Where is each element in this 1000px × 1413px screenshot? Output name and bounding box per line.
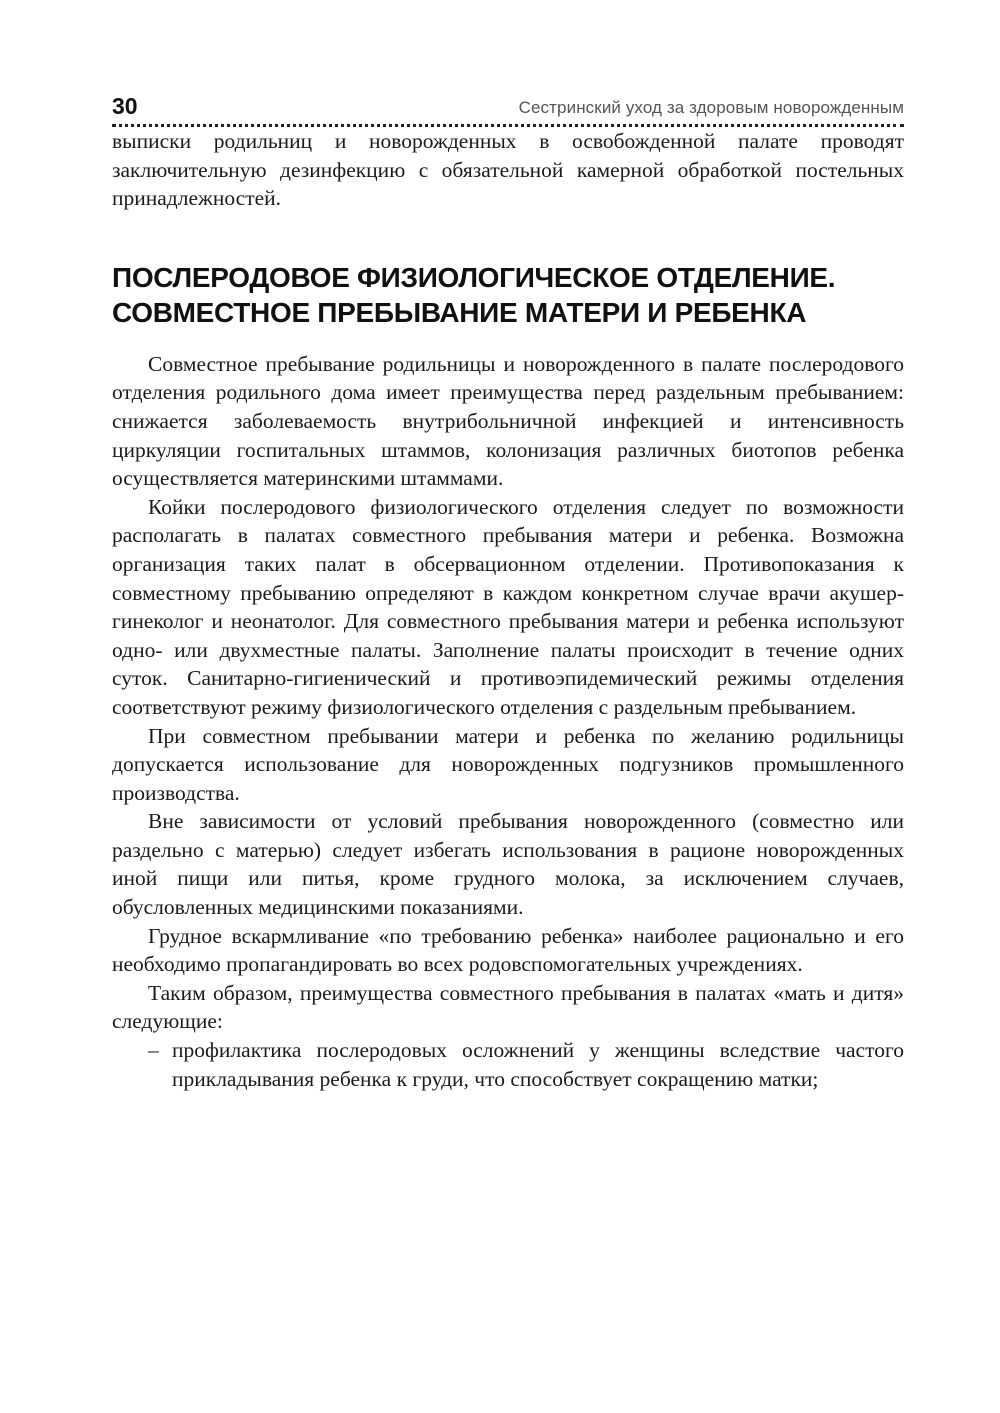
- list-item: [112, 1036, 904, 1093]
- lead-paragraph: выписки родильниц и новорожденных в освобожденной палате проводят заключительную дезинфекцию с обязательной камерной обработкой постельных принадлежностей.: [112, 129, 904, 211]
- running-title: Сестринский уход за здоровым новорожденным: [518, 98, 904, 117]
- paragraph-advantages-intro: Таким образом, преимущества совместного пребывания в палатах «мать и дитя» следующие:: [112, 980, 904, 1034]
- paragraph-diapers: При совместном пребывании матери и ребенка по желанию родильницы допускается использование для новорожденных подгузников промышленного производства.: [112, 723, 904, 805]
- paragraph-breastfeeding: Грудное вскармливание «по требованию ребенка» наиболее рационально и его необходимо пропагандировать во всех родовспомогательных учреждениях.: [112, 923, 904, 977]
- running-header: [112, 88, 904, 127]
- list-item-text: профилактика послеродовых осложнений у женщины вследствие частого прикладывания ребенка к груди, что способствует сокращению матки;: [172, 1038, 904, 1091]
- page-number: 30: [112, 93, 138, 119]
- book-page: [112, 88, 904, 1093]
- paragraph-feeding: Вне зависимости от условий пребывания новорожденного (совместно или раздельно с матерью) следует избегать использования в рационе новорожденных иной пищи или питья, кроме грудного молока, за исключением случаев, обусловленных медицинскими показаниями.: [112, 809, 904, 920]
- section-heading-line-1: ПОСЛЕРОДОВОЕ ФИЗИОЛОГИЧЕСКОЕ ОТДЕЛЕНИЕ.: [112, 261, 836, 293]
- advantages-list: [112, 1036, 904, 1093]
- paragraph-joint-stay-advantages: Совместное пребывание родильницы и новорожденного в палате послеродового отделения родильного дома имеет преимущества перед раздельным пребыванием: снижается заболеваемость внутрибольничной инфекцией и интенсивность циркуляции госпитальных штаммов, колонизация различных биотопов ребенка осуществляется материнскими штаммами.: [112, 351, 904, 491]
- paragraph-beds: Койки послеродового физиологического отделения следует по возможности располагать в палатах совместного пребывания матери и ребенка. Возможна организация таких палат в обсервационном отделении. Противопоказания к совместному пребыванию определяют в каждом конкретном случае врачи акушер-гинеколог и неонатолог. Для совместного пребывания матери и ребенка используют одно- или двухместные палаты. Заполнение палаты происходит в течение одних суток. Санитарно-гигиенический и противоэпидемический режимы отделения соответствуют режиму физиологического отделения с раздельным пребыванием.: [112, 494, 904, 719]
- body-text: [112, 127, 904, 1093]
- section-heading-line-2: СОВМЕСТНОЕ ПРЕБЫВАНИЕ МАТЕРИ И РЕБЕНКА: [112, 296, 807, 328]
- list-dash: –: [148, 1038, 159, 1063]
- section-heading: [112, 260, 904, 330]
